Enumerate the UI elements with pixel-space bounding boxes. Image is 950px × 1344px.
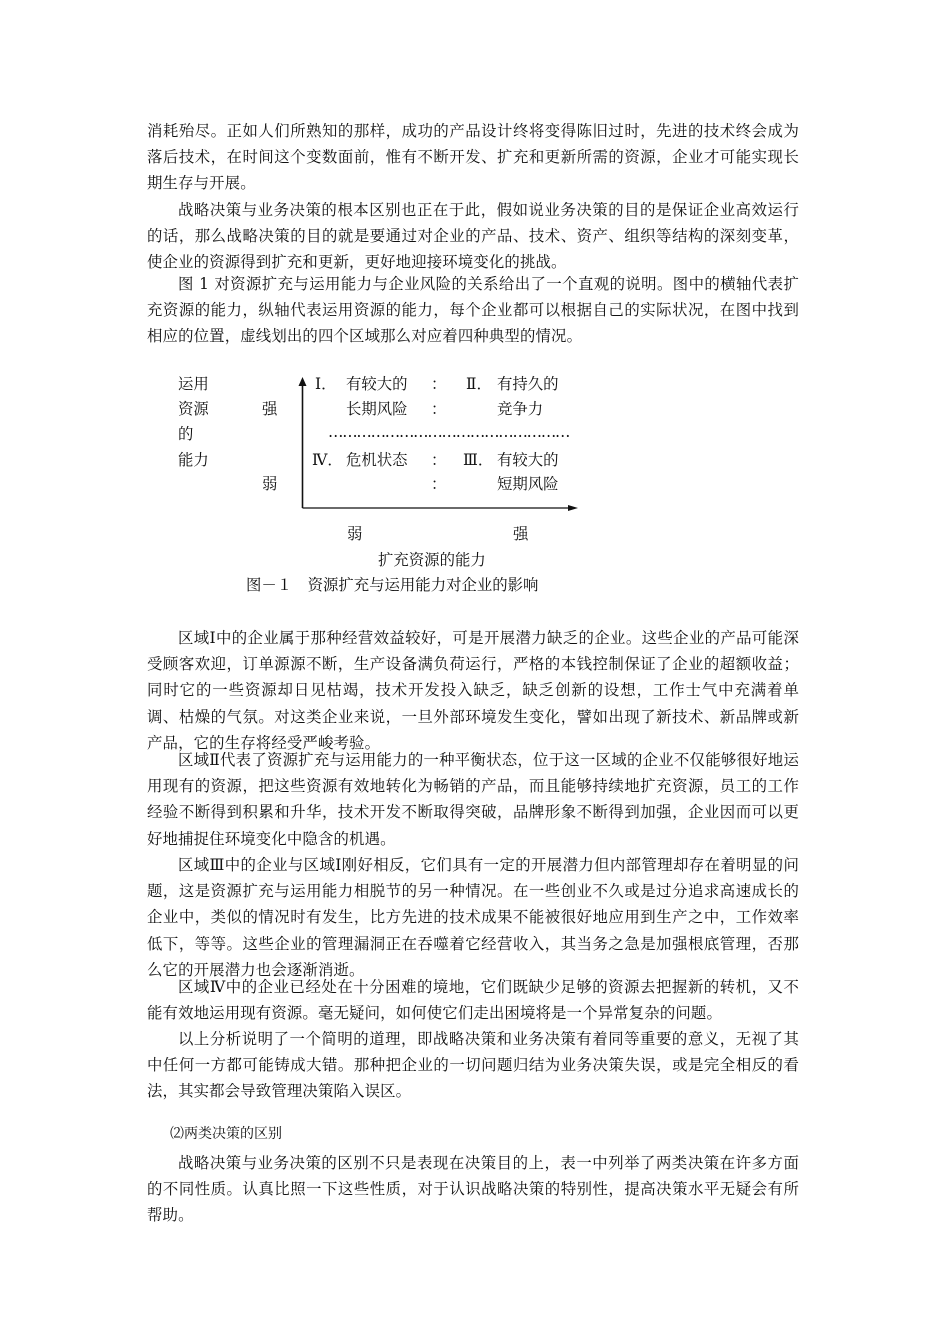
divider-colon: ： [431,375,447,393]
paragraph-8: 以上分析说明了一个简明的道理，即战略决策和业务决策有着同等重要的意义，无视了其中任何一方都可能铸成大错。那种把企业的一切问题归结为业务决策失误，或是完全相反的看法，其实都会导致管理决策陷入误区。 [147,1030,799,1101]
horizontal-dotted-divider: …………………………………………… [328,423,570,441]
divider-colon: ： [431,400,447,418]
paragraph-6: 区域Ⅲ中的企业与区域Ⅰ刚好相反，它们具有一定的开展潜力但内部管理却存在着明显的问题，这是资源扩充与运用能力相脱节的另一种情况。在一些创业不久或是过分追求高速成长的企业中，类似的情况时有发生，比方先进的技术成果不能被很好地应用到生产之中，工作效率低下，等等。这些企业的管理漏洞正在吞噬着它经营收入，其当务之急是加强根底管理，否那么它的开展潜力也会逐渐消逝。 [147,856,799,979]
y-axis-label-line-2: 资源 [178,400,209,418]
quadrant-3-number: Ⅲ． [463,451,494,469]
paragraph-7: 区域Ⅳ中的企业已经处在十分困难的境地，它们既缺少足够的资源去把握新的转机，又不能有效地运用现有资源。毫无疑问，如何使它们走出困境将是一个异常复杂的问题。 [147,978,799,1023]
figure-caption: 图－１ 资源扩充与运用能力对企业的影响 [246,576,539,594]
x-strong-label: 强 [513,525,529,543]
quadrant-4-number: Ⅳ． [312,451,343,469]
divider-colon: ： [431,451,447,469]
paragraph-5: 区域Ⅱ代表了资源扩充与运用能力的一种平衡状态，位于这一区域的企业不仅能够很好地运用现有的资源，把这些资源有效地转化为畅销的产品，而且能够持续地扩充资源，员工的工作经验不断得到积累和升华，技术开发不断取得突破，品牌形象不断得到加强，企业因而可以更好地捕捉住环境变化中隐含的机遇。 [147,751,799,848]
section-heading: ⑵两类决策的区别 [170,1126,282,1142]
y-axis-label-line-1: 运用 [178,375,209,393]
divider-colon: ： [431,475,447,493]
quadrant-1-line-2: 长期风险 [346,400,408,418]
y-weak-label: 弱 [262,475,278,493]
paragraph-1: 消耗殆尽。正如人们所熟知的那样，成功的产品设计终将变得陈旧过时，先进的技术终会成为落后技术，在时间这个变数面前，惟有不断开发、扩充和更新所需的资源，企业才可能实现长期生存与开展。 [147,122,799,193]
quadrant-3-line-1: 有较大的 [497,451,559,469]
y-axis-arrow [299,377,307,386]
quadrant-2-line-2: 竞争力 [497,400,544,418]
quadrant-3-line-2: 短期风险 [497,475,559,493]
quadrant-1-number: Ⅰ． [315,375,337,393]
quadrant-2-number: Ⅱ． [466,375,492,393]
y-axis-label-line-4: 能力 [178,451,209,469]
y-strong-label: 强 [262,400,278,418]
quadrant-2-line-1: 有持久的 [497,375,559,393]
y-axis-label-line-3: 的 [178,425,194,443]
paragraph-2: 战略决策与业务决策的根本区别也正在于此，假如说业务决策的目的是保证企业高效运行的话，那么战略决策的目的就是要通过对企业的产品、技术、资产、组织等结构的深刻变革，使企业的资源得到扩充和更新，更好地迎接环境变化的挑战。 [147,201,799,272]
paragraph-3: 图 1 对资源扩充与运用能力与企业风险的关系给出了一个直观的说明。图中的横轴代表扩充资源的能力，纵轴代表运用资源的能力，每个企业都可以根据自己的实际状况，在图中找到相应的位置，虚线划出的四个区域那么对应着四种典型的情况。 [147,275,799,346]
x-weak-label: 弱 [347,525,363,543]
paragraph-9: 战略决策与业务决策的区别不只是表现在决策目的上，表一中列举了两类决策在许多方面的不同性质。认真比照一下这些性质，对于认识战略决策的特别性，提高决策水平无疑会有所帮助。 [147,1154,799,1225]
x-axis-arrow [568,505,578,511]
paragraph-4: 区域Ⅰ中的企业属于那种经营效益较好，可是开展潜力缺乏的企业。这些企业的产品可能深受顾客欢迎，订单源源不断，生产设备满负荷运行，严格的本钱控制保证了企业的超额收益；同时它的一些资源却日见枯竭，技术开发投入缺乏，缺乏创新的设想，工作士气中充满着单调、枯燥的气氛。对这类企业来说，一旦外部环境发生变化，譬如出现了新技术、新品牌或新产品，它的生存将经受严峻考验。 [147,629,799,752]
quadrant-1-line-1: 有较大的 [346,375,408,393]
x-axis-label: 扩充资源的能力 [378,551,486,569]
quadrant-4-text: 危机状态 [346,451,408,469]
